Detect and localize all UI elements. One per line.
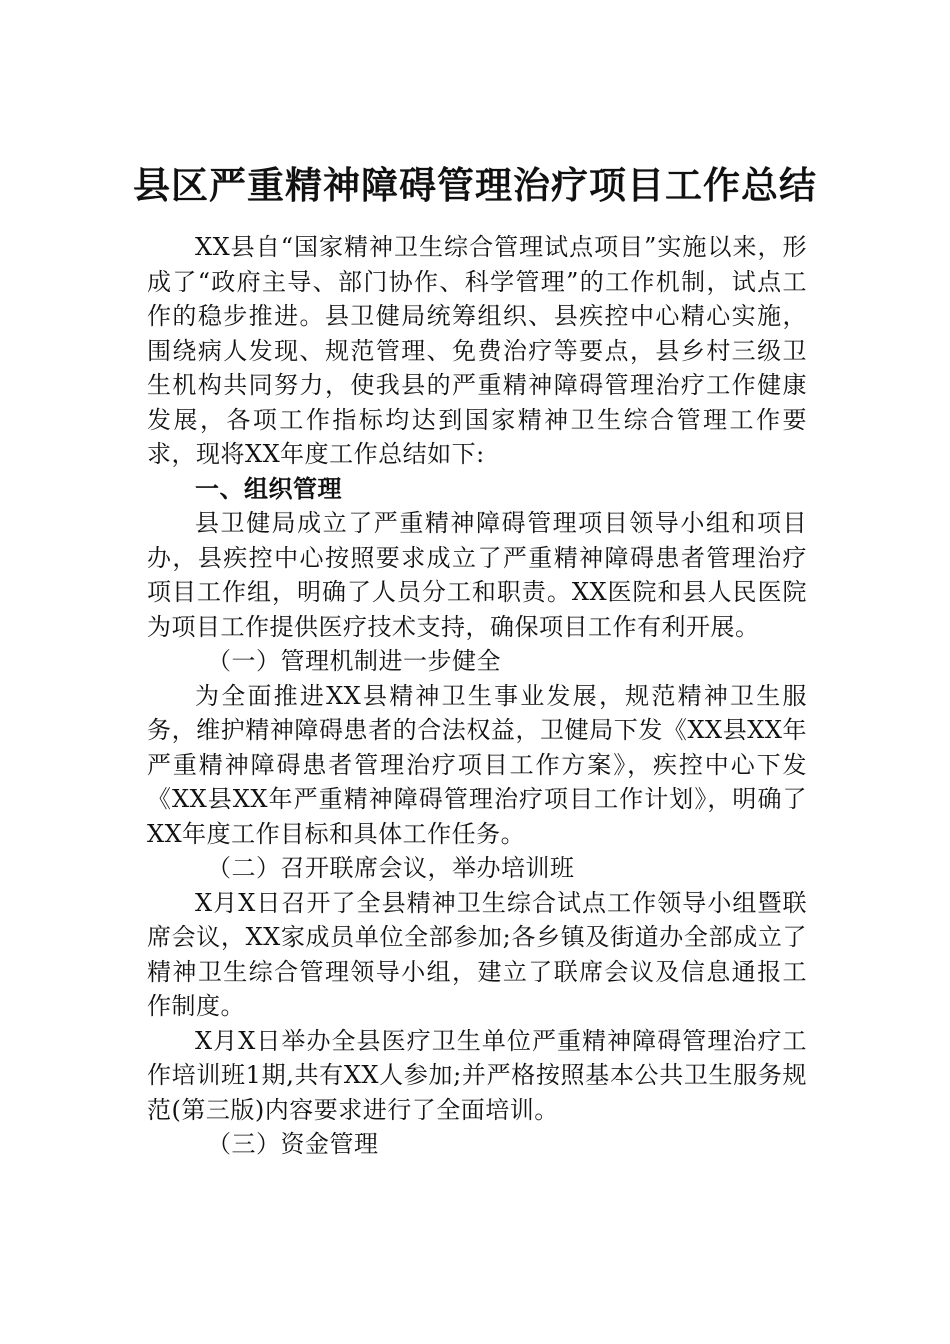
document-title: 县区严重精神障碍管理治疗项目工作总结 <box>133 163 817 207</box>
section-paragraph-organization: 县卫健局成立了严重精神障碍管理项目领导小组和项目办，县疾控中心按照要求成立了严重精神障碍患者管理治疗项目工作组，明确了人员分工和职责。XX医院和县人民医院为项目工作提供医疗技术支持，确保项目工作有利开展。 <box>147 509 807 641</box>
subsection-heading-mechanism: （一）管理机制进一步健全 <box>207 647 501 675</box>
subsection-heading-meetings: （二）召开联席会议，举办培训班 <box>207 854 575 882</box>
subsection-paragraph-meetings-1: X月X日召开了全县精神卫生综合试点工作领导小组暨联席会议，XX家成员单位全部参加;各乡镇及街道办全部成立了精神卫生综合管理领导小组，建立了联席会议及信息通报工作制度。 <box>147 888 807 1020</box>
intro-paragraph: XX县自“国家精神卫生综合管理试点项目”实施以来，形成了“政府主导、部门协作、科学管理”的工作机制，试点工作的稳步推进。县卫健局统筹组织、县疾控中心精心实施，围绕病人发现、规范管理、免费治疗等要点，县乡村三级卫生机构共同努力，使我县的严重精神障碍管理治疗工作健康发展，各项工作指标均达到国家精神卫生综合管理工作要求，现将XX年度工作总结如下: <box>147 233 807 468</box>
subsection-paragraph-meetings-2: X月X日举办全县医疗卫生单位严重精神障碍管理治疗工作培训班1期,共有XX人参加;并严格按照基本公共卫生服务规范(第三版)内容要求进行了全面培训。 <box>147 1026 807 1124</box>
subsection-heading-funds: （三）资金管理 <box>207 1130 379 1158</box>
section-heading-organization: 一、组织管理 <box>195 473 342 503</box>
document-body <box>147 230 807 1162</box>
subsection-paragraph-mechanism: 为全面推进XX县精神卫生事业发展，规范精神卫生服务，维护精神障碍患者的合法权益，卫健局下发《XX县XX年严重精神障碍患者管理治疗项目工作方案》，疾控中心下发《XX县XX年严重精神障碍管理治疗项目工作计划》，明确了XX年度工作目标和具体工作任务。 <box>147 681 807 848</box>
